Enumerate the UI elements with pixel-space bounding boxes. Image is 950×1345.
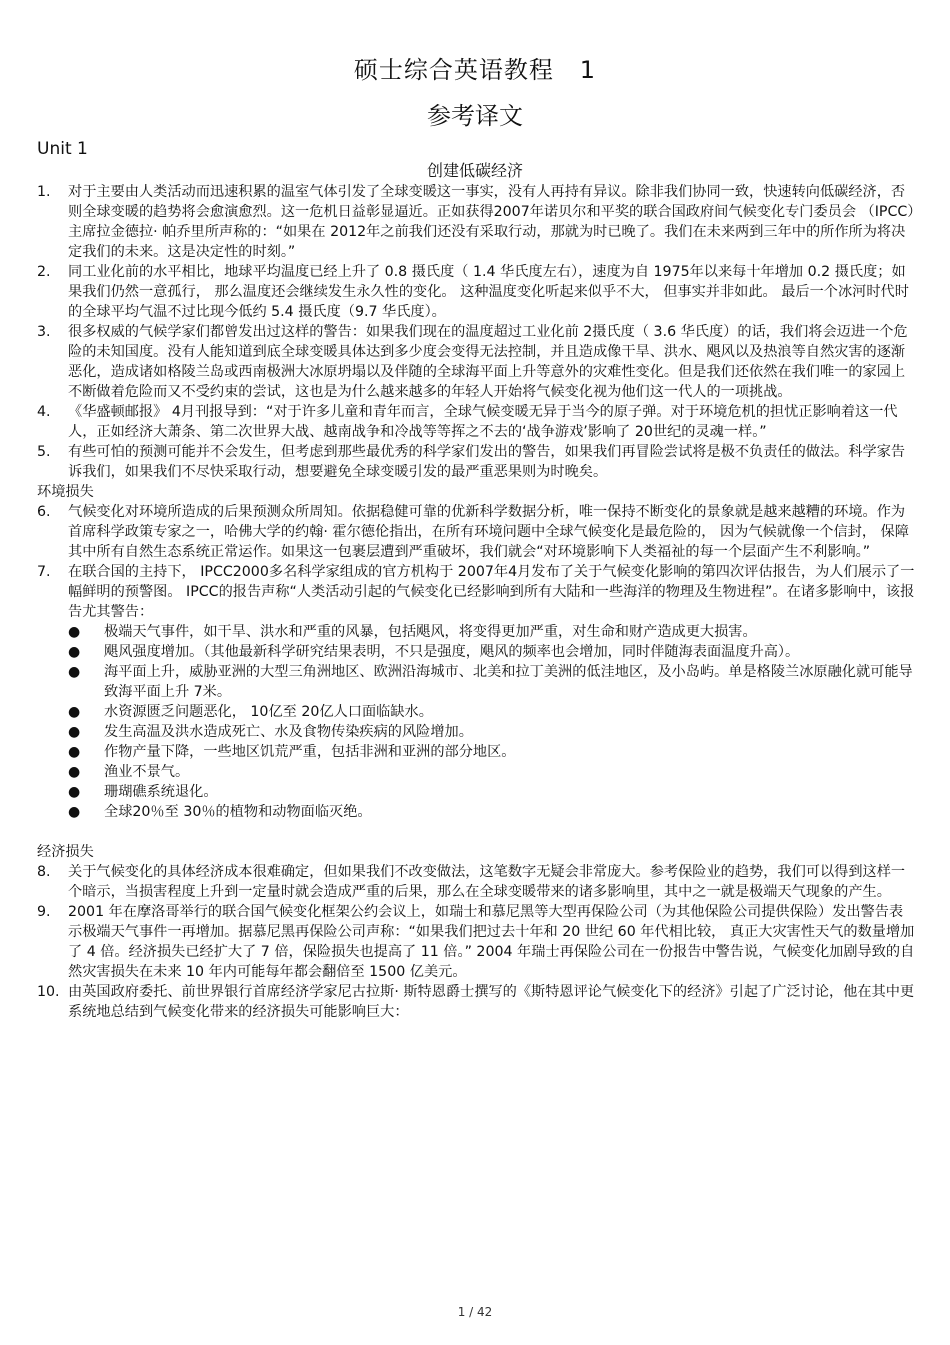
paragraph-group-economic — [37, 862, 917, 1022]
paragraph — [37, 322, 917, 402]
paragraph-number: 3. — [37, 324, 51, 340]
bullet-text: 海平面上升，威胁亚洲的大型三角洲地区、欧洲沿海城市、北美和拉丁美洲的低洼地区，及小岛屿。单是格陵兰冰原融化就可能导致海平面上升 7米。 — [104, 664, 913, 700]
bullet-icon: ● — [68, 624, 81, 640]
paragraph — [37, 862, 917, 902]
paragraph-number: 10. — [37, 984, 60, 1000]
paragraph-text: 关于气候变化的具体经济成本很难确定，但如果我们不改变做法，这笔数字无疑会非常庞大。参考保险业的趋势，我们可以得到这样一个暗示，当损害程度上升到一定量时就会造成严重的后果，那么在全球变暖带来的诸多影响里，其中之一就是极端天气现象的产生。 — [68, 864, 906, 900]
bullet-text: 全球20％至 30％的植物和动物面临灭绝。 — [104, 804, 372, 820]
paragraph — [37, 262, 917, 322]
list-item — [37, 662, 917, 702]
paragraph-number: 8. — [37, 864, 51, 880]
paragraph — [37, 562, 917, 622]
list-item — [37, 642, 917, 662]
list-item — [37, 782, 917, 802]
bullet-text: 极端天气事件，如干旱、洪水和严重的风暴，包括飓风，将变得更加严重，对生命和财产造成更大损害。 — [104, 624, 757, 640]
paragraph-group-environment — [37, 502, 917, 622]
document-title: 硕士综合英语教程 1 — [353, 56, 597, 84]
bullet-icon: ● — [68, 704, 81, 720]
paragraph-number: 7. — [37, 564, 51, 580]
paragraph-number: 5. — [37, 444, 51, 460]
list-item — [37, 762, 917, 782]
bullet-icon: ● — [68, 644, 81, 660]
list-item — [37, 722, 917, 742]
document-subtitle: 参考译文 — [427, 102, 523, 130]
impact-bullet-list — [37, 622, 917, 822]
bullet-icon: ● — [68, 784, 81, 800]
bullet-text: 水资源匮乏问题恶化， 10亿至 20亿人口面临缺水。 — [104, 704, 433, 720]
section-heading-economic: 经济损失 — [37, 844, 94, 860]
paragraph-text: 同工业化前的水平相比，地球平均温度已经上升了 0.8 摄氏度（ 1.4 华氏度左右），速度为自 1975年以来每十年增加 0.2 摄氏度；如果我们仍然一意孤行， 那么温度还会继续发生永久性的变化。 这种温度变化听起来似乎不大， 但事实并非如此。 最后一个冰河时代时的全球平均气温不过比现今低约 5.4 摄氏度（9.7 华氏度）。 — [68, 264, 909, 320]
list-item — [37, 622, 917, 642]
paragraph — [37, 402, 917, 442]
list-item — [37, 702, 917, 722]
article-title: 创建低碳经济 — [426, 161, 523, 180]
bullet-icon: ● — [68, 764, 81, 780]
paragraph — [37, 982, 917, 1022]
list-item — [37, 802, 917, 822]
paragraph-number: 4. — [37, 404, 51, 420]
page-number: 1 / 42 — [457, 1305, 493, 1319]
paragraph-text: 有些可怕的预测可能并不会发生，但考虑到那些最优秀的科学家们发出的警告，如果我们再冒险尝试将是极不负责任的做法。科学家告诉我们，如果我们不尽快采取行动，想要避免全球变暖引发的最严重恶果则为时晚矣。 — [68, 444, 906, 480]
bullet-text: 珊瑚礁系统退化。 — [104, 784, 218, 800]
section-heading-environment: 环境损失 — [37, 484, 94, 500]
bullet-text: 发生高温及洪水造成死亡、水及食物传染疾病的风险增加。 — [104, 724, 473, 740]
unit-heading: Unit 1 — [37, 139, 88, 159]
list-item — [37, 742, 917, 762]
paragraph-number: 9. — [37, 904, 51, 920]
bullet-text: 作物产量下降，一些地区饥荒严重，包括非洲和亚洲的部分地区。 — [104, 744, 516, 760]
paragraph — [37, 442, 917, 482]
bullet-icon: ● — [68, 724, 81, 740]
paragraph-number: 6. — [37, 504, 51, 520]
paragraph-number: 2. — [37, 264, 51, 280]
paragraph-text: 由英国政府委托、前世界银行首席经济学家尼古拉斯· 斯特恩爵士撰写的《斯特恩评论气候变化下的经济》引起了广泛讨论，他在其中更系统地总结到气候变化带来的经济损失可能影响巨大： — [68, 984, 915, 1020]
bullet-text: 渔业不景气。 — [104, 764, 190, 780]
paragraph-group-intro — [37, 182, 917, 482]
paragraph-text: 2001 年在摩洛哥举行的联合国气候变化框架公约会议上，如瑞士和慕尼黑等大型再保险公司（为其他保险公司提供保险）发出警告表示极端天气事件一再增加。据慕尼黑再保险公司声称：“如果我们把过去十年和 20 世纪 60 年代相比较， 真正大灾害性天气的数量增加了 4 倍。经济损失已经扩大了 7 倍，保险损失也提高了 11 倍。” 2004 年瑞士再保险公司在一份报告中警告说，气候变化加剧导致的自然灾害损失在未来 10 年内可能每年都会翻倍至 1500 亿美元。 — [68, 904, 915, 980]
paragraph — [37, 902, 917, 982]
paragraph-text: 在联合国的主持下， IPCC2000多名科学家组成的官方机构于 2007年4月发布了关于气候变化影响的第四次评估报告，为人们展示了一幅鲜明的预警图。 IPCC的报告声称“人类活动引起的气候变化已经影响到所有大陆和一些海洋的物理及生物进程”。在诸多影响中，该报告尤其警告： — [68, 564, 915, 620]
bullet-icon: ● — [68, 804, 81, 820]
bullet-icon: ● — [68, 664, 81, 680]
paragraph — [37, 182, 917, 262]
spacer — [37, 822, 917, 842]
bullet-text: 飓风强度增加。（其他最新科学研究结果表明，不只是强度，飓风的频率也会增加，同时伴随海表面温度升高）。 — [104, 644, 800, 660]
paragraph-text: 对于主要由人类活动而迅速积累的温室气体引发了全球变暖这一事实，没有人再持有异议。除非我们协同一致，快速转向低碳经济，否则全球变暖的趋势将会愈演愈烈。这一危机日益彰显逼近。正如获得2007年诺贝尔和平奖的联合国政府间气候变化专门委员会 （IPCC）主席拉金德拉· 帕乔里所声称的：“如果在 2012年之前我们还没有采取行动，那就为时已晚了。我们在未来两到三年中的所作所为将决定我们的未来。这是决定性的时刻。” — [68, 184, 915, 260]
paragraph-number: 1. — [37, 184, 51, 200]
paragraph-text: 《华盛顿邮报》 4月刊报导到：“对于许多儿童和青年而言，全球气候变暖无异于当今的原子弹。对于环境危机的担忧正影响着这一代人，正如经济大萧条、第二次世界大战、越南战争和冷战等等挥之不去的‘战争游戏’影响了 20世纪的灵魂一样。” — [68, 404, 898, 440]
document-body — [37, 182, 917, 1022]
paragraph-text: 很多权威的气候学家们都曾发出过这样的警告：如果我们现在的温度超过工业化前 2摄氏度（ 3.6 华氏度）的话，我们将会迈进一个危险的未知国度。没有人能知道到底全球变暖具体达到多少度会变得无法控制，并且造成像干旱、洪水、飓风以及热浪等自然灾害的逐渐恶化，造成诸如格陵兰岛或西南极洲大冰原坍塌以及伴随的全球海平面上升等意外的灾难性变化。但是我们还依然在我们唯一的家园上不断做着危险而又不受约束的尝试，这也是为什么越来越多的年轻人开始将气候变化视为他们这一代人的一项挑战。 — [68, 324, 908, 400]
paragraph-text: 气候变化对环境所造成的后果预测众所周知。依据稳健可靠的优新科学数据分析，唯一保持不断变化的景象就是越来越糟的环境。作为首席科学政策专家之一，哈佛大学的约翰· 霍尔德伦指出，在所有环境问题中全球气候变化是最危险的， 因为气候就像一个信封， 保障其中所有自然生态系统正常运作。如果这一包裹层遭到严重破坏，我们就会“对环境影响下人类福祉的每一个层面产生不利影响。” — [68, 504, 909, 560]
paragraph — [37, 502, 917, 562]
bullet-icon: ● — [68, 744, 81, 760]
